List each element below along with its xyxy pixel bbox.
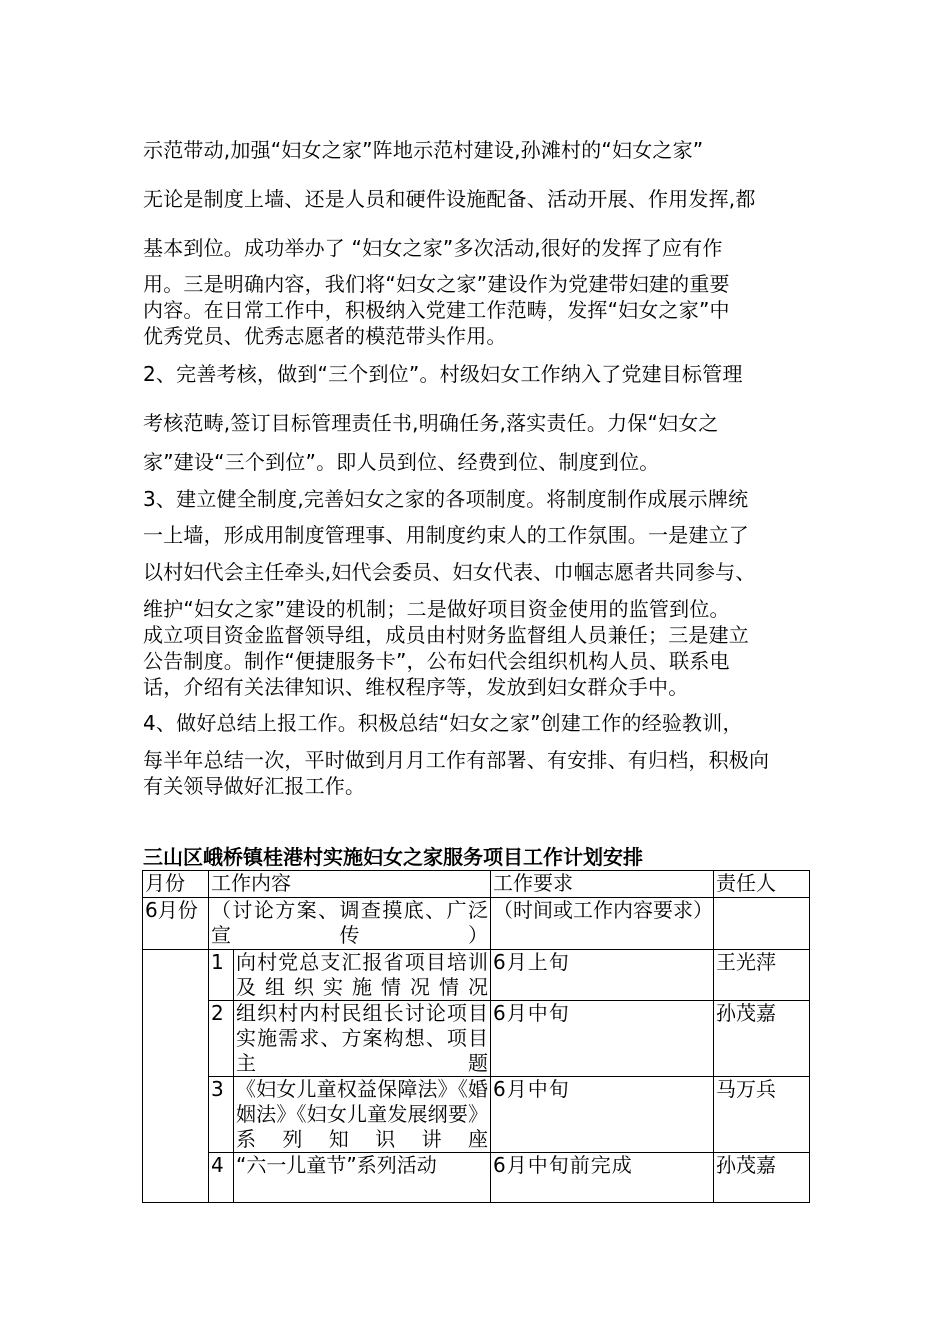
row-person: 马万兵 [714, 1077, 810, 1153]
month-cell: 6月份 [143, 898, 209, 950]
body-text-line: 公告制度。制作“便捷服务卡”，公布妇代会组织机构人员、联系电 [143, 649, 730, 673]
body-text-line: 优秀党员、优秀志愿者的模范带头作用。 [143, 324, 507, 348]
body-text-line: 话，介绍有关法律知识、维权程序等，发放到妇女群众手中。 [143, 675, 689, 699]
header-month: 月份 [143, 871, 209, 898]
person-empty-cell [714, 898, 810, 950]
body-text-line: 每半年总结一次，平时做到月月工作有部署、有安排、有归档，积极向 [143, 748, 770, 772]
row-person: 孙茂嘉 [714, 1153, 810, 1203]
body-text-line: 考核范畴,签订目标管理责任书,明确任务,落实责任。力保“妇女之 [143, 411, 719, 435]
row-time: 6月中旬 [491, 1077, 714, 1153]
plan-title: 三山区峨桥镇桂港村实施妇女之家服务项目工作计划安排 [143, 845, 643, 869]
row-content: 《妇女儿童权益保障法》《婚姻法》《妇女儿童发展纲要》系列知识讲座 [234, 1077, 491, 1153]
row-number: 4 [209, 1153, 234, 1203]
row-time: 6月中旬前完成 [491, 1153, 714, 1203]
body-text-line: 以村妇代会主任牵头,妇代会委员、妇女代表、巾帼志愿者共同参与、 [143, 560, 756, 584]
row-number: 3 [209, 1077, 234, 1153]
row-number: 2 [209, 1001, 234, 1077]
content-note: （讨论方案、调查摸底、广泛宣传） [209, 898, 491, 950]
body-text-line: 示范带动,加强“妇女之家”阵地示范村建设,孙滩村的“妇女之家” [143, 138, 704, 162]
body-text-line: 家”建设“三个到位”。即人员到位、经费到位、制度到位。 [143, 450, 660, 474]
table-row [143, 1077, 810, 1153]
row-content: 组织村内村民组长讨论项目实施需求、方案构想、项目主题 [234, 1001, 491, 1077]
body-text-line: 基本到位。成功举办了 “妇女之家”多次活动,很好的发挥了应有作 [143, 236, 723, 260]
header-requirement: 工作要求 [491, 871, 714, 898]
row-number: 1 [209, 950, 234, 1001]
month-row [143, 898, 810, 950]
row-time: 6月中旬 [491, 1001, 714, 1077]
body-text-line: 有关领导做好汇报工作。 [143, 774, 366, 798]
row-content: 向村党总支汇报省项目培训及组织实施情况情况 [234, 950, 491, 1001]
table-row [143, 1001, 810, 1077]
body-text-line: 无论是制度上墙、还是人员和硬件设施配备、活动开展、作用发挥,都 [143, 187, 756, 211]
header-person: 责任人 [714, 871, 810, 898]
body-text-line: 用。三是明确内容，我们将“妇女之家”建设作为党建带妇建的重要 [143, 272, 730, 296]
body-text-line: 内容。在日常工作中，积极纳入党建工作范畴，发挥“妇女之家”中 [143, 298, 730, 322]
body-text-line: 维护“妇女之家”建设的机制；二是做好项目资金使用的监管到位。 [143, 597, 730, 621]
work-plan-table [142, 870, 810, 1203]
table-header-row [143, 871, 810, 898]
body-text-line: 一上墙，形成用制度管理事、用制度约束人的工作氛围。一是建立了 [143, 523, 749, 547]
row-content: “六一儿童节”系列活动 [234, 1153, 491, 1203]
month-merged-cell [143, 950, 209, 1203]
table-row [143, 1153, 810, 1203]
body-text-line: 3、建立健全制度,完善妇女之家的各项制度。将制度制作成展示牌统 [143, 487, 749, 511]
table-row [143, 950, 810, 1001]
requirement-note: （时间或工作内容要求） [491, 898, 714, 950]
row-time: 6月上旬 [491, 950, 714, 1001]
body-text-line: 2、完善考核，做到“三个到位”。村级妇女工作纳入了党建目标管理 [143, 362, 743, 386]
row-person: 王光萍 [714, 950, 810, 1001]
body-text-line: 4、做好总结上报工作。积极总结“妇女之家”创建工作的经验教训， [143, 711, 743, 735]
body-text-line: 成立项目资金监督领导组，成员由村财务监督组人员兼任；三是建立 [143, 623, 749, 647]
row-person: 孙茂嘉 [714, 1001, 810, 1077]
header-content: 工作内容 [209, 871, 491, 898]
